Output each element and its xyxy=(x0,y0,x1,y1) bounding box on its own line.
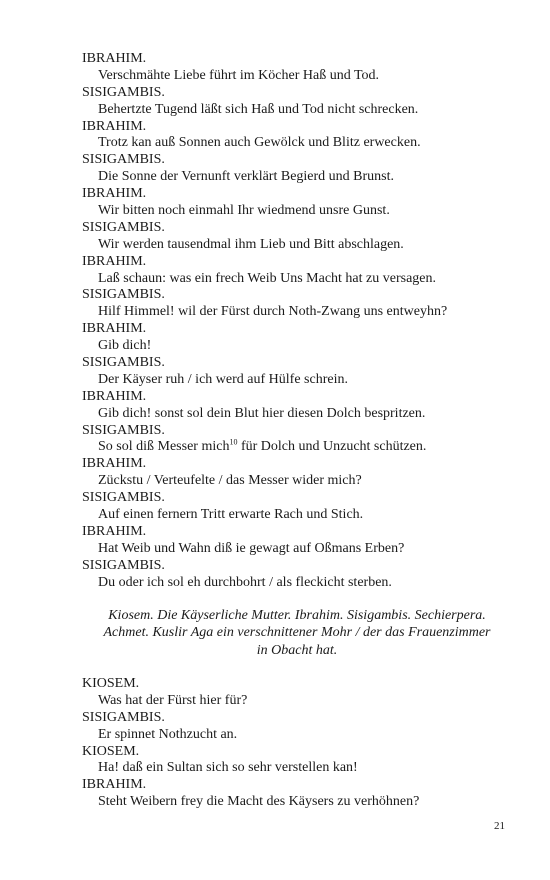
verse-line: Du oder ich sol eh durchbohrt / als fleckicht sterben. xyxy=(98,574,392,590)
speaker-name: IBRAHIM. xyxy=(82,253,147,269)
speaker-name: SISIGAMBIS. xyxy=(82,84,165,100)
verse-line: Hat Weib und Wahn diß ie gewagt auf Oßmans Erben? xyxy=(98,540,405,556)
dialogue-entry xyxy=(82,558,512,592)
dialogue-entry xyxy=(82,777,512,811)
speaker-name: SISIGAMBIS. xyxy=(82,152,165,168)
stage-direction-line: Achmet. Kuslir Aga ein verschnittener Mohr / der das Frauenzimmer xyxy=(103,625,491,640)
dialogue-entry xyxy=(82,254,512,288)
dialogue-entry xyxy=(82,676,512,710)
dialogue-entry xyxy=(82,355,512,389)
speaker-name: SISIGAMBIS. xyxy=(82,557,165,573)
verse-line: Trotz kan auß Sonnen auch Gewölck und Blitz erwecken. xyxy=(98,135,421,151)
page-number: 21 xyxy=(494,820,505,832)
speaker-name: SISIGAMBIS. xyxy=(82,709,165,725)
stage-direction xyxy=(78,607,516,660)
verse-text-after-footnote: für Dolch und Unzucht schützen. xyxy=(237,439,427,455)
verse-line xyxy=(82,439,512,456)
speaker-name: IBRAHIM. xyxy=(82,118,147,134)
dialogue-block-1 xyxy=(82,51,512,592)
verse-line: Auf einen fernern Tritt erwarte Rach und Stich. xyxy=(98,507,364,523)
speaker-name: IBRAHIM. xyxy=(82,388,147,404)
dialogue-entry xyxy=(82,744,512,778)
speaker-name: IBRAHIM. xyxy=(82,321,147,337)
speaker-name: KIOSEM. xyxy=(82,676,140,691)
verse-line: Er spinnet Nothzucht an. xyxy=(98,726,238,742)
dialogue-block-2 xyxy=(82,676,512,811)
speaker-name: IBRAHIM. xyxy=(82,523,147,539)
verse-line: Ha! daß ein Sultan sich so sehr verstellen kan! xyxy=(98,760,358,776)
stage-direction-line: in Obacht hat. xyxy=(256,642,338,658)
verse-line: Gib dich! xyxy=(98,338,152,354)
dialogue-entry xyxy=(82,389,512,423)
dialogue-entry xyxy=(82,456,512,490)
dialogue-entry xyxy=(82,51,512,85)
dialogue-entry xyxy=(82,287,512,321)
verse-line: Wir werden tausendmal ihm Lieb und Bitt abschlagen. xyxy=(98,236,404,252)
dialogue-entry xyxy=(82,186,512,220)
verse-line: Steht Weibern frey die Macht des Käysers zu verhöhnen? xyxy=(98,794,420,810)
speaker-name: SISIGAMBIS. xyxy=(82,355,165,371)
dialogue-entry xyxy=(82,423,512,457)
speaker-name: IBRAHIM. xyxy=(82,777,147,793)
speaker-name: KIOSEM. xyxy=(82,743,140,759)
verse-line: Laß schaun: was ein frech Weib Uns Macht hat zu versagen. xyxy=(98,270,436,286)
page-body xyxy=(82,51,512,811)
footnote-marker: 10 xyxy=(229,437,238,447)
verse-line: Hilf Himmel! wil der Fürst durch Noth-Zwang uns entweyhn? xyxy=(98,304,448,320)
speaker-name: SISIGAMBIS. xyxy=(82,490,165,506)
verse-line: Gib dich! sonst sol dein Blut hier diesen Dolch bespritzen. xyxy=(98,405,426,421)
speaker-name: SISIGAMBIS. xyxy=(82,219,165,235)
verse-line: Was hat der Fürst hier für? xyxy=(98,692,248,708)
dialogue-entry xyxy=(82,220,512,254)
speaker-name: SISIGAMBIS. xyxy=(82,287,165,303)
verse-line: Zückstu / Verteufelte / das Messer wider mich? xyxy=(98,473,362,489)
dialogue-entry xyxy=(82,152,512,186)
verse-line: Wir bitten noch einmahl Ihr wiedmend unsre Gunst. xyxy=(98,203,390,219)
speaker-name: IBRAHIM. xyxy=(82,456,147,472)
verse-line: Behertzte Tugend läßt sich Haß und Tod nicht schrecken. xyxy=(98,101,419,117)
verse-line: Verschmähte Liebe führt im Köcher Haß und Tod. xyxy=(98,67,380,83)
dialogue-entry xyxy=(82,321,512,355)
speaker-name: IBRAHIM. xyxy=(82,186,147,202)
dialogue-entry xyxy=(82,490,512,524)
stage-direction-line: Kiosem. Die Käyserliche Mutter. Ibrahim. Sisigambis. Sechierpera. xyxy=(108,607,486,623)
dialogue-entry xyxy=(82,710,512,744)
speaker-name: SISIGAMBIS. xyxy=(82,422,165,438)
verse-line: Der Käyser ruh / ich werd auf Hülfe schrein. xyxy=(98,371,348,387)
dialogue-entry xyxy=(82,119,512,153)
dialogue-entry xyxy=(82,524,512,558)
speaker-name: IBRAHIM. xyxy=(82,51,147,66)
dialogue-entry xyxy=(82,85,512,119)
verse-line: Die Sonne der Vernunft verklärt Begierd und Brunst. xyxy=(98,169,395,185)
verse-text-before-footnote: So sol diß Messer mich xyxy=(98,439,230,455)
